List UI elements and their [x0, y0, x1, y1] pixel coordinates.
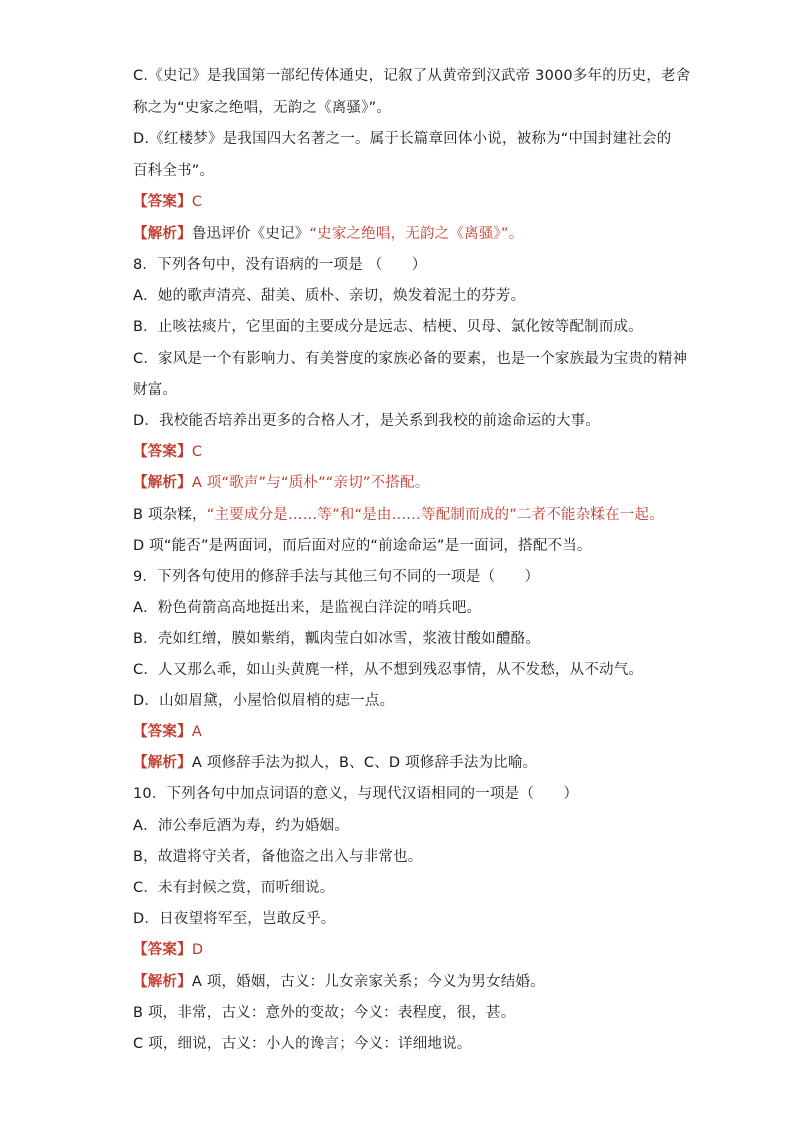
answer-value: D	[191, 942, 204, 958]
q10-answer	[133, 940, 203, 960]
q8-analysis-1	[133, 473, 429, 493]
analysis-text: A 项修辞手法为拟人，B、C、D 项修辞手法为比喻。	[191, 755, 538, 771]
analysis-tag: 【解析】	[133, 974, 192, 990]
q9-stem: 9．下列各句使用的修辞手法与其他三句不同的一项是（ ）	[133, 569, 540, 585]
answer-value: A	[191, 724, 202, 740]
q8-analysis-3: D 项“能否”是两面词，而后面对应的“前途命运”是一面词，搭配不当。	[133, 538, 592, 554]
q10-analysis-3: C 项，细说，古义：小人的谗言；今义：详细地说。	[133, 1036, 472, 1052]
analysis-tag: 【解析】	[133, 226, 192, 242]
q7-option-d-line1: D.《红楼梦》是我国四大名著之一。属于长篇章回体小说，被称为“中国封建社会的	[133, 131, 672, 147]
answer-value: C	[191, 194, 203, 210]
q10-option-c: C．未有封候之赏，而听细说。	[133, 880, 335, 896]
q9-option-b: B．壳如红缯，膜如紫绡，瓤肉莹白如冰雪，浆液甘酸如醴酪。	[133, 631, 541, 647]
analysis-text: A 项，婚姻，古义：儿女亲家关系；今义为男女结婚。	[191, 974, 545, 990]
analysis-text: 鲁迅评价《史记》	[191, 226, 310, 242]
analysis-text: B 项杂糅，	[133, 507, 207, 523]
analysis-text: A 项“歌声”与“质朴”“亲切”不搭配。	[191, 475, 430, 491]
q7-option-c-line1: C.《史记》是我国第一部纪传体通史，记叙了从黄帝到汉武帝 3000多年的历史，老舍	[133, 68, 691, 84]
q9-answer	[133, 722, 202, 742]
q8-option-d: D．我校能否培养出更多的合格人才，是关系到我校的前途命运的大事。	[133, 413, 601, 429]
q7-analysis	[133, 224, 523, 244]
answer-tag: 【答案】	[133, 444, 192, 460]
answer-tag: 【答案】	[133, 724, 192, 740]
analysis-quote: “主要成分是……等”和“是由……等配制而成的”二者不能杂糅在一起。	[206, 507, 664, 523]
q9-option-d: D．山如眉黛，小屋恰似眉梢的痣一点。	[133, 693, 395, 709]
answer-tag: 【答案】	[133, 194, 192, 210]
q7-option-c-line2: 称之为“史家之绝唱，无韵之《离骚》”。	[133, 100, 392, 116]
q7-option-d-line2: 百科全书”。	[133, 163, 215, 179]
q10-option-d: D．日夜望将军至，岂敢反乎。	[133, 911, 336, 927]
q8-analysis-2	[133, 505, 664, 525]
q9-option-a: A．粉色荷箭高高地挺出来，是监视白洋淀的哨兵吧。	[133, 600, 482, 616]
q10-option-a: A．沛公奉卮酒为寿，约为婚姻。	[133, 818, 349, 834]
q8-option-c-line1: C．家风是一个有影响力、有美誉度的家族必备的要素，也是一个家族最为宝贵的精神	[133, 351, 688, 367]
q10-analysis-2: B 项，非常，古义：意外的变故；今义：表程度，很，甚。	[133, 1005, 516, 1021]
q8-answer	[133, 442, 202, 462]
q7-answer	[133, 192, 202, 212]
q8-option-c-line2: 财富。	[133, 382, 178, 398]
q8-option-b: B．止咳祛痰片，它里面的主要成分是远志、桔梗、贝母、氯化铵等配制而成。	[133, 319, 643, 335]
q10-option-b: B，故遣将守关者，备他盗之出入与非常也。	[133, 849, 423, 865]
answer-tag: 【答案】	[133, 942, 192, 958]
q10-analysis-1	[133, 972, 545, 992]
answer-value: C	[191, 444, 203, 460]
analysis-tag: 【解析】	[133, 755, 192, 771]
q10-stem: 10．下列各句中加点词语的意义，与现代汉语相同的一项是（ ）	[133, 786, 579, 802]
q9-option-c: C．人又那么乖，如山头黄麂一样，从不想到残忍事情，从不发愁，从不动气。	[133, 662, 644, 678]
analysis-quote: “史家之绝唱，无韵之《离骚》”。	[309, 226, 524, 242]
analysis-tag: 【解析】	[133, 475, 192, 491]
q8-stem: 8．下列各句中，没有语病的一项是 （ ）	[133, 257, 427, 273]
q9-analysis	[133, 753, 537, 773]
q8-option-a: A．她的歌声清亮、甜美、质朴、亲切，焕发着泥土的芬芳。	[133, 288, 526, 304]
